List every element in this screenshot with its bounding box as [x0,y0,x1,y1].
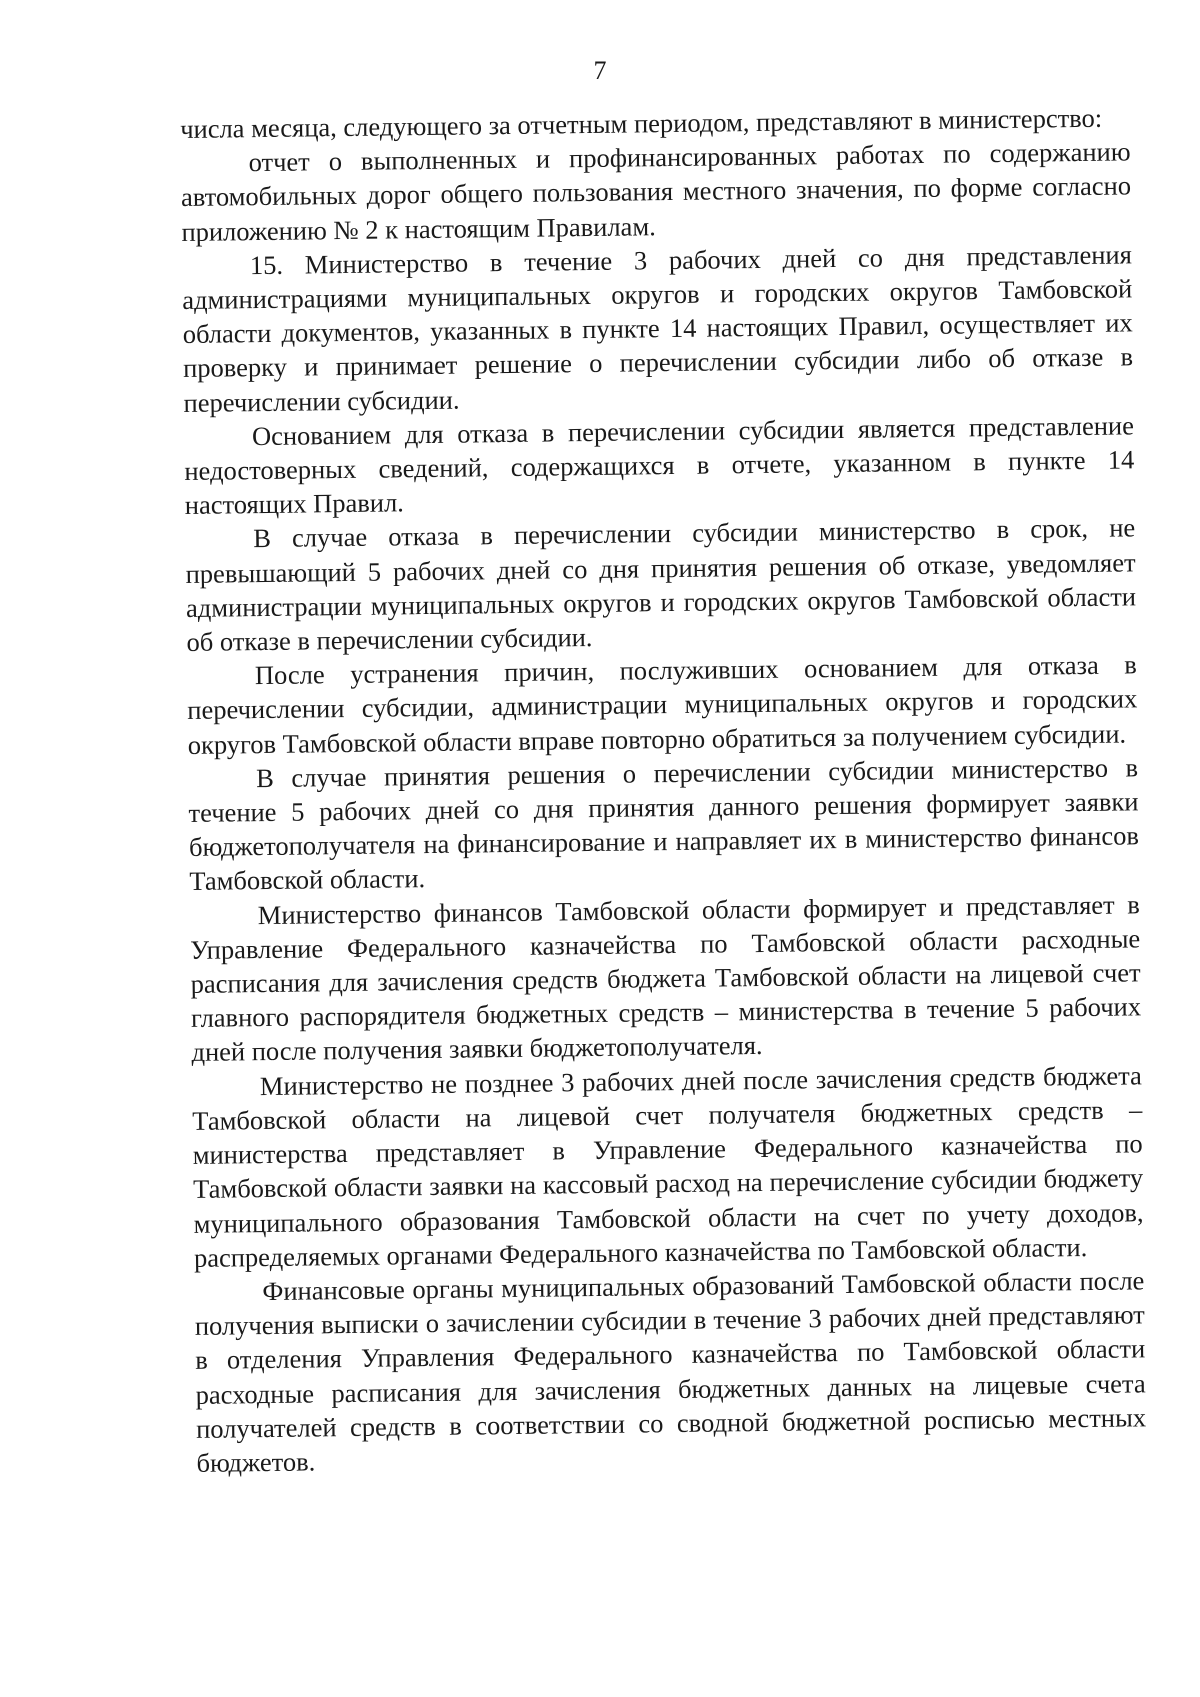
paragraph-2: отчет о выполненных и профинансированных работах по содержанию автомобильных дорог общего пользования местного значения, по форме согласно приложению № 2 к настоящим Правилам. [180,136,1132,247]
paragraph-1: числа месяца, следующего за отчетным периодом, представляют в министерство: [180,102,1103,144]
page-number: 7 [593,56,607,85]
paragraph-8: Министерство финансов Тамбовской области формирует и представляет в Управление Федерального казначейства по Тамбовской области расходные расписания для зачисления средств бюджета Тамбовской области на лицевой счет главного распорядителя бюджетных средств – министерства в течение 5 рабочих дней после получения заявки бюджетополучателя. [190,889,1142,1068]
paragraph-6: После устранения причин, послуживших основанием для отказа в перечислении субсидии, администрации муниципальных округов и городских округов Тамбовской области вправе повторно обратиться за получением субсидии. [187,649,1138,760]
paragraph-5: В случае отказа в перечислении субсидии министерство в срок, не превышающий 5 рабочих дней со дня принятия решения об отказе, уведомляет администрации муниципальных округов и городских округов Тамбовской области об отказе в перечислении субсидии. [185,512,1137,658]
paragraph-9: Министерство не позднее 3 рабочих дней после зачисления средств бюджета Тамбовской области на лицевой счет получателя бюджетных средств – министерства представляет в Управление Федерального казначейства по Тамбовской области заявки на кассовый расход на перечисление субсидии бюджету муниципального образования Тамбовской области на счет по учету доходов, распределяемых органами Федерального казначейства по Тамбовской области. [192,1060,1144,1273]
document-body [180,100,1147,1480]
paragraph-7: В случае принятия решения о перечислении субсидии министерство в течение 5 рабочих дней со дня принятия данного решения формирует заявки бюджетополучателя на финансирование и направляет их в министерство финансов Тамбовской области. [188,752,1140,897]
paragraph-4: Основанием для отказа в перечислении субсидии является представление недостоверных сведений, содержащихся в отчете, указанном в пункте 14 настоящих Правил. [184,410,1135,521]
paragraph-10: Финансовые органы муниципальных образований Тамбовской области после получения выписки о зачислении субсидии в течение 3 рабочих дней представляют в отделения Управления Федерального казначейства по Тамбовской области расходные расписания для зачисления бюджетных данных на лицевые счета получателей средств в соответствии со сводной бюджетной росписью местных бюджетов. [194,1265,1147,1478]
paragraph-3: 15. Министерство в течение 3 рабочих дней со дня представления администрациями муниципальных округов и городских округов Тамбовской области документов, указанных в пункте 14 настоящих Правил, осуществляет их проверку и принимает решение о перечислении субсидии либо об отказе в перечислении субсидии. [182,239,1134,418]
